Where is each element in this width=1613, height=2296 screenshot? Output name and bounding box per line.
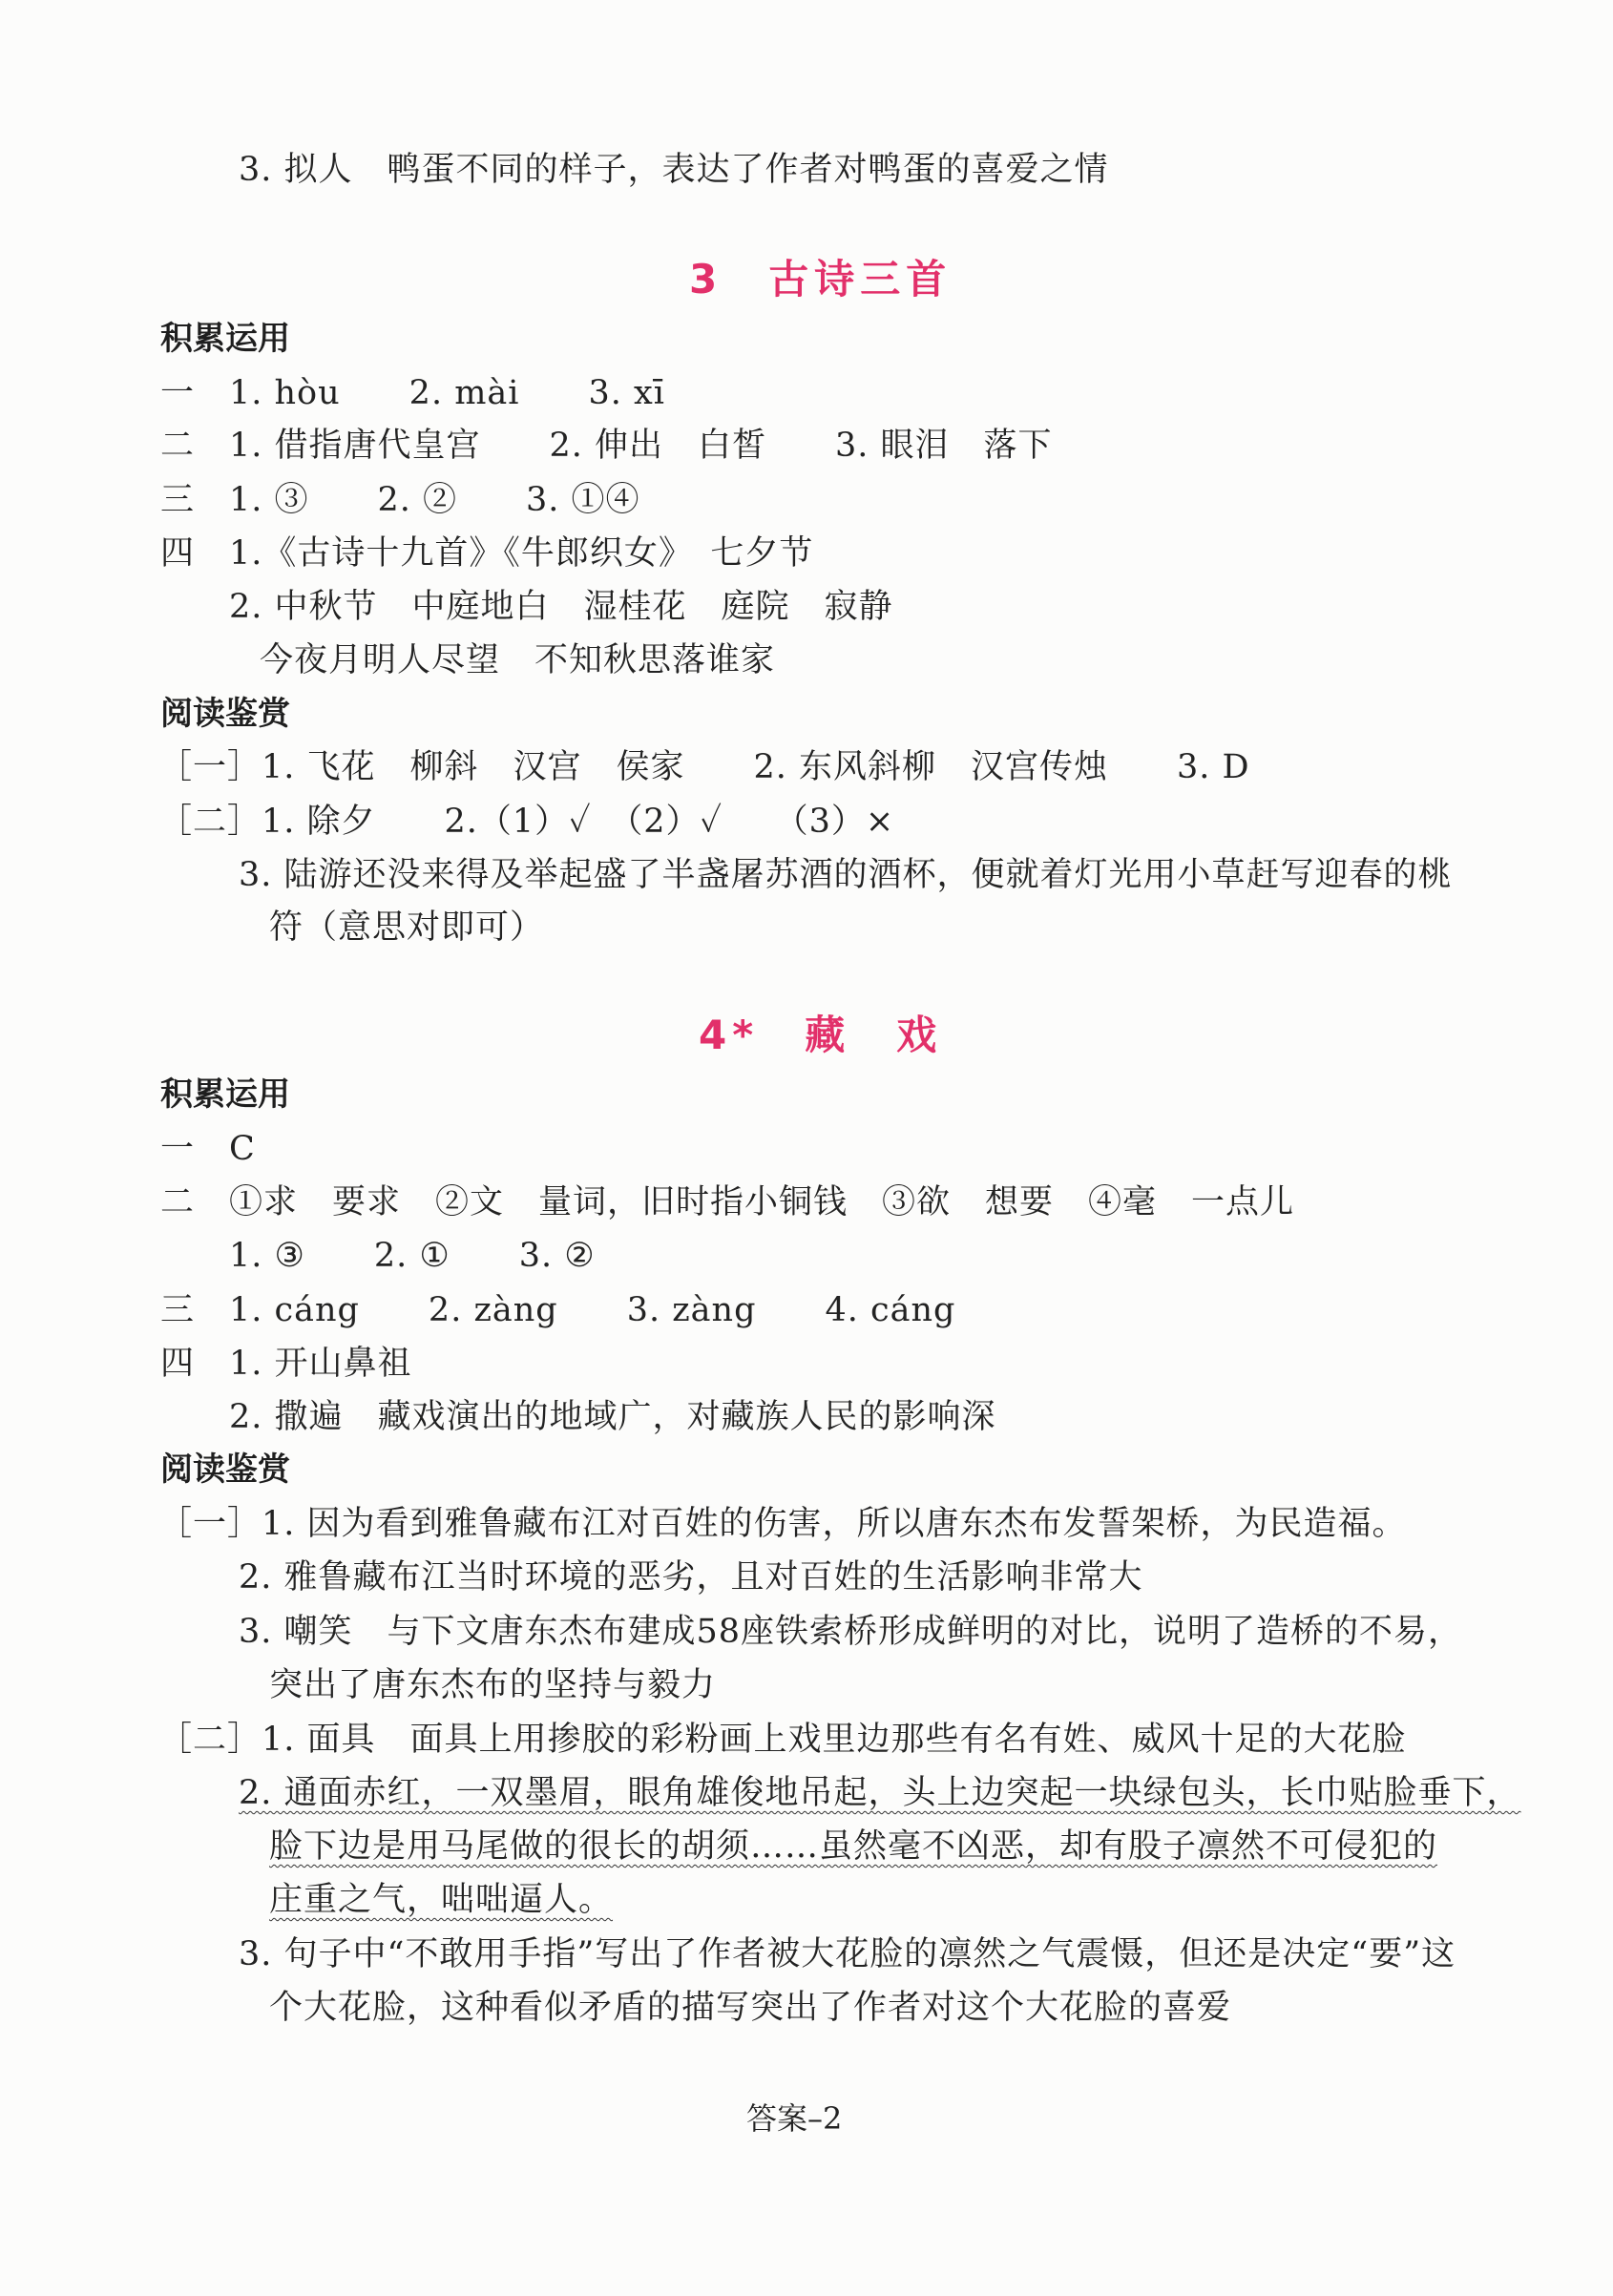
lesson-4-reading-1-3-cont: 突出了唐东杰布的坚持与毅力 xyxy=(269,1666,717,1704)
lesson-3-answer-1: 一 1. hòu 2. mài 3. xī xyxy=(160,374,665,412)
lesson-4-reading-2-3-cont: 个大花脸，这种看似矛盾的描写突出了作者对这个大花脸的喜爱 xyxy=(269,1989,1232,2027)
lesson-4-reading-2-2-underlined-end: 庄重之气，咄咄逼人。 xyxy=(269,1881,614,1919)
lesson-3-answer-4-2: 2. 中秋节 中庭地白 湿桂花 庭院 寂静 xyxy=(229,588,893,626)
lesson-3-title: 3 古诗三首 xyxy=(689,256,953,303)
lesson-4-answer-4-2: 2. 撒遍 藏戏演出的地域广，对藏族人民的影响深 xyxy=(229,1398,996,1436)
lesson-4-reading-2-2-underlined: 2. 通面赤红，一双墨眉，眼角雄俊地吊起，头上边突起一块绿包头，长巾贴脸垂下， xyxy=(239,1774,1521,1812)
lesson-4-answer-2-sub: 1. ③ 2. ① 3. ② xyxy=(229,1237,596,1275)
lesson-4-reading-2: ［二］1. 面具 面具上用掺胶的彩粉画上戏里边那些有名有姓、威风十足的大花脸 xyxy=(158,1721,1407,1759)
lesson-4-reading-1: ［一］1. 因为看到雅鲁藏布江对百姓的伤害，所以唐东杰布发誓架桥，为民造福。 xyxy=(158,1505,1407,1543)
lesson-3-reading-1: ［一］1. 飞花 柳斜 汉宫 侯家 2. 东风斜柳 汉宫传烛 3. D xyxy=(158,748,1250,786)
lesson-4-title: 4* 藏 戏 xyxy=(699,1012,943,1058)
lesson-3-answer-2: 二 1. 借指唐代皇宫 2. 伸出 白皙 3. 眼泪 落下 xyxy=(160,427,1053,465)
lesson-4-answer-4: 四 1. 开山鼻祖 xyxy=(160,1345,412,1383)
lesson-4-reading-2-3: 3. 句子中“不敢用手指”写出了作者被大花脸的凛然之气震慑，但还是决定“要”这 xyxy=(239,1935,1456,1973)
lesson-3-reading-2-3-cont: 符（意思对即可） xyxy=(269,908,545,947)
lesson-4-answer-3: 三 1. cáng 2. zàng 3. zàng 4. cáng xyxy=(160,1291,956,1329)
lesson-3-answer-3: 三 1. ③ 2. ② 3. ①④ xyxy=(160,481,640,519)
lesson-4-answer-1: 一 C xyxy=(160,1130,256,1168)
lesson-3-reading-2: ［二］1. 除夕 2.（1）✓ （2）✓ （3）× xyxy=(158,803,895,841)
lesson-3-section-practice: 积累运用 xyxy=(160,320,290,358)
lesson-3-answer-4: 四 1.《古诗十九首》《牛郎织女》 七夕节 xyxy=(160,534,814,573)
lesson-3-answer-4-3: 今夜月明人尽望 不知秋思落谁家 xyxy=(260,641,776,679)
prev-answer-line: 3. 拟人 鸭蛋不同的样子，表达了作者对鸭蛋的喜爱之情 xyxy=(239,151,1109,189)
lesson-3-section-reading: 阅读鉴赏 xyxy=(160,695,290,733)
lesson-4-section-practice: 积累运用 xyxy=(160,1075,290,1114)
lesson-4-reading-1-3: 3. 嘲笑 与下文唐东杰布建成58座铁索桥形成鲜明的对比，说明了造桥的不易， xyxy=(239,1613,1463,1651)
page-number: 答案–2 xyxy=(746,2100,843,2137)
lesson-4-reading-2-2-underlined-cont: 脸下边是用马尾做的很长的胡须……虽然毫不凶恶，却有股子凛然不可侵犯的 xyxy=(269,1827,1438,1866)
lesson-3-reading-2-3: 3. 陆游还没来得及举起盛了半盏屠苏酒的酒杯，便就着灯光用小草赶写迎春的桃 xyxy=(239,856,1453,894)
lesson-4-answer-2: 二 ①求 要求 ②文 量词，旧时指小铜钱 ③欲 想要 ④毫 一点儿 xyxy=(160,1183,1295,1221)
lesson-4-section-reading: 阅读鉴赏 xyxy=(160,1451,290,1489)
lesson-4-reading-1-2: 2. 雅鲁藏布江当时环境的恶劣，且对百姓的生活影响非常大 xyxy=(239,1558,1143,1597)
